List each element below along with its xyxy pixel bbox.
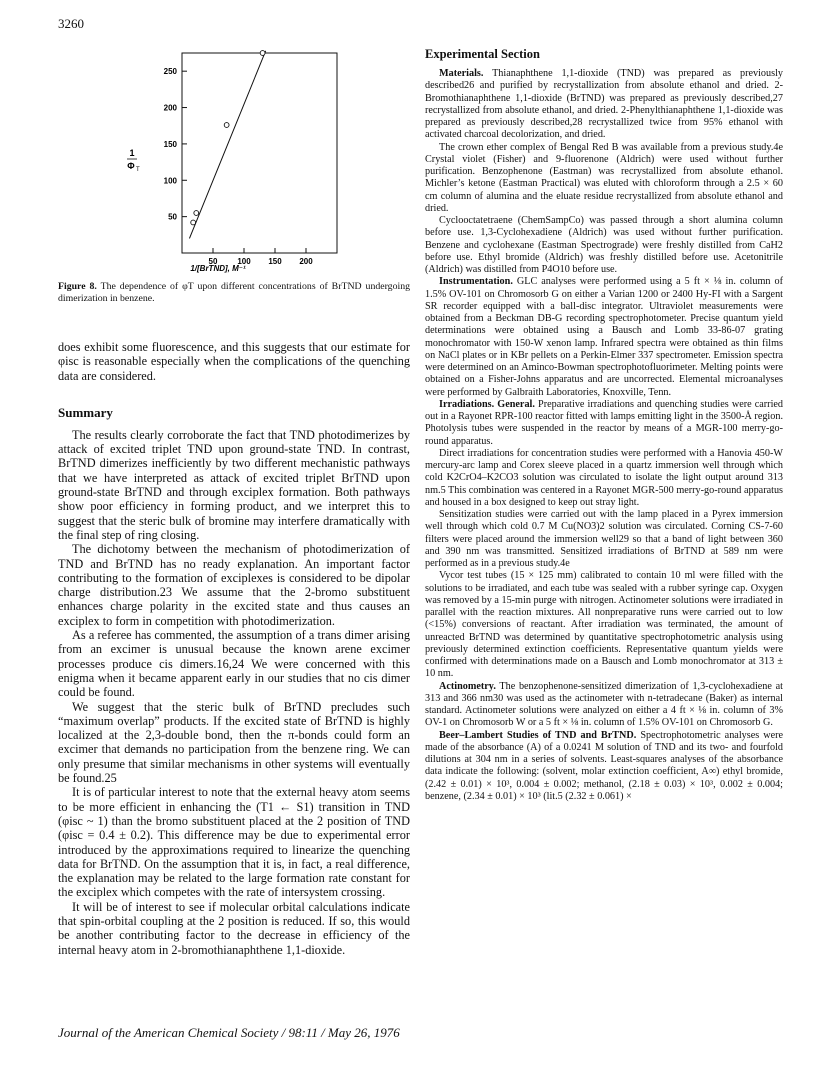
y-label-numerator: 1	[129, 148, 135, 158]
paragraph-text: Direct irradiations for concentration studies were performed with a Hanovia 450-W mercury-arc lamp and Corex sleeve placed in a quartz immersion well through which cold K2CrO4–K2CO3 solution was circulated to isolate the light output around 313 nm.5 This combination was centered in a Rayonet MGR-500 merry-go-round apparatus and housed in a box designed to keep out stray light.	[425, 447, 783, 508]
paragraph-text: The crown ether complex of Bengal Red B was available from a previous study.4e Crystal violet (Fisher) and 9-fluorenone (Aldrich) were used without further purification. Benzophenone (Eastman) was recrystallized from absolute ethanol. Michler’s ketone (Eastman Practical) was eluted with chloroform through a 2.5 × 60 cm column of alumina and the eluate residue recrystallized from absolute ethanol and dried.	[425, 141, 783, 214]
experimental-paragraph	[425, 276, 783, 399]
chart-axes	[182, 53, 337, 253]
data-point	[260, 51, 265, 56]
summary-paragraph: We suggest that the steric bulk of BrTND precludes such “maximum overlap” products. If the excited state of BrTND is highly localized at the 2,3-double bond, then the π-bonds could form an excimer that demands no participation from the benzene ring. We can only presume that similar mechanisms in other systems will eventually be found.25	[58, 699, 410, 786]
page-number: 3260	[58, 16, 84, 31]
x-tick-label: 200	[299, 257, 313, 266]
right-column	[425, 47, 783, 803]
paragraph-text: GLC analyses were performed using a 5 ft × ⅛ in. column of 1.5% OV-101 on Chromosorb G on either a Varian 1200 or 2400 Hy-FI with a Sargent SR recorder equipped with a ball-disc integrator. Ultraviolet measurements were obtained from a Beckman DB-G recording spectrophotometer. Precise quantum yield determinations were obtained using a Bausch and Lomb 33-86-07 grating monochromator with 150-W xenon lamp. Infrared spectra were obtained as thin films on NaCl plates or in KBr pellets on a Perkin-Elmer 337 spectrometer. Emission spectra were determined on an Aminco-Bowman spectrophotofluorimeter. Melting points were obtained on a Fisher-Johns apparatus and are uncorrected. Elemental microanalyses were performed by Galbraith Laboratories, Knoxville, Tenn.	[425, 276, 783, 398]
paragraph-text: Thianaphthene 1,1-dioxide (TND) was prepared as previously described26 and purified by recrystallization from absolute ethanol and dried. 2-Bromothianaphthene 1,1-dioxide (BrTND) was prepared as previously described,27 recrystallized from absolute ethanol, and dried. 2-Phenylthianaphthene 1,1-dioxide was prepared as previously described,28 recrystallized twice from 95% ethanol with activated charcoal decolorization, and dried.	[425, 68, 783, 141]
y-axis-label	[127, 148, 140, 173]
caption-label: Figure 8.	[58, 281, 97, 292]
run-in-heading: Actinometry.	[439, 680, 496, 692]
experimental-heading: Experimental Section	[425, 47, 540, 61]
data-point	[224, 123, 229, 128]
paragraph-text: Vycor test tubes (15 × 125 mm) calibrated to contain 10 ml were filled with the solutions to be irradiated, and each tube was sealed with a rubber syringe cap. Oxygen was removed by a 15-min purge with nitrogen. Actinometer solutions were irradiated in parallel with the reaction mixtures. All nonpreparative runs were carried out to low (<15%) conversions of reactant. After irradiation was terminated, the amount of unreacted BrTND was determined by quantitative spectrophotometric analysis using previously determined extinction coefficients. Representative quantum yields were confirmed with determinations made on a Bausch and Lomb monochromator at 313 ± 10 nm.	[425, 570, 783, 680]
experimental-section	[425, 68, 783, 803]
y-tick-label: 150	[163, 139, 177, 149]
x-tick-label: 100	[237, 257, 251, 266]
experimental-paragraph	[425, 448, 783, 509]
y-tick-label: 200	[163, 103, 177, 113]
y-tick-label: 100	[163, 176, 177, 186]
data-point	[194, 211, 199, 216]
paragraph-text: Sensitization studies were carried out with the lamp placed in a Pyrex immersion well through which cold 0.7 M Cu(NO3)2 solution was circulated. Corning CS-7-60 filters were placed around the immersion well29 so that a band of light between 360 and 390 nm was transmitted. Sensitized irradiations of BrTND at 589 nm were performed as in a previous study.4e	[425, 509, 783, 569]
summary-paragraph: It will be of interest to see if molecular orbital calculations indicate that spin-orbital coupling at the 2 position is reduced. If so, this would be another contributing factor to the decrease in efficiency of the internal heavy atom in 2-bromothianaphthene 1,1-dioxide.	[58, 899, 410, 957]
paragraph-text: Preparative irradiations and quenching studies were carried out in a Rayonet RPR-100 reactor fitted with lamps emitting light in the 3500-Å region. Photolysis tubes were suspended in the reactor by means of a MGR-100 merry-go-round apparatus.	[425, 398, 784, 447]
experimental-paragraph	[425, 215, 783, 276]
experimental-paragraph	[425, 570, 783, 680]
figure-caption	[58, 281, 410, 305]
summary-paragraph: As a referee has commented, the assumption of a trans dimer arising from an excimer is unusual because the known arene excimer processes produce cis dimers.16,24 We were concerned with this enigma when it became apparent early in our studies that no cis dimer could be found.	[58, 628, 410, 700]
y-label-subscript: T	[136, 167, 140, 173]
figure-8-chart	[100, 45, 400, 275]
x-axis-label: 1/[BrTND], M⁻¹	[190, 264, 246, 273]
fit-line	[189, 51, 265, 239]
experimental-paragraph	[425, 68, 783, 142]
experimental-paragraph	[425, 142, 783, 216]
x-tick-label: 50	[208, 257, 218, 266]
paragraph-text: Cyclooctatetraene (ChemSampCo) was passed through a short alumina column before use. 1,3-Cyclohexadiene (Aldrich) was used without further purification. Benzene and cyclohexane (Eastman Spectrograde) were freshly distilled from CaH2 before use. Ethyl bromide (Aldrich) was freshly distilled before use. Acetonitrile (Aldrich) was distilled from P4O10 before use.	[425, 215, 783, 275]
paragraph-text: The benzophenone-sensitized dimerization of 1,3-cyclohexadiene at 313 and 366 nm30 was used as the actinometer with n-tetradecane (Baker) as internal standard. Actinometer solutions were analyzed on either a 4 ft × ⅛ in. column of 3% OV-1 on Chromosorb W or a 5 ft × ⅛ in. column of 1.5% OV-101 on Chromosorb G.	[425, 680, 783, 729]
experimental-paragraph	[425, 509, 783, 570]
paragraph-continued: does exhibit some fluorescence, and this suggests that our estimate for φisc is reasonable especially when the complications of the quenching data are considered.	[58, 340, 410, 383]
plot-frame	[182, 53, 337, 253]
experimental-paragraph	[425, 681, 783, 730]
run-in-heading: Irradiations. General.	[439, 398, 535, 410]
caption-text: The dependence of φT upon different concentrations of BrTND undergoing dimerization in benzene.	[58, 281, 410, 304]
summary-section	[58, 428, 410, 957]
paragraph-text: Spectrophotometric analyses were made of the absorbance (A) of a 0.0241 M solution of TND and its two- and fourfold dilutions at 304 nm in a series of solvents. Least-squares analyses of the absorbance data indicate the following: (solvent, molar extinction coefficient, A∞) ethyl bromide, (2.42 ± 0.01) × 10³, 0.004 ± 0.002; methanol, (2.18 ± 0.03) × 10³, 0.002 ± 0.004; benzene, (2.34 ± 0.01) × 10³ (lit.5 (2.32 ± 0.061) ×	[425, 729, 783, 802]
experimental-paragraph	[425, 399, 783, 448]
run-in-heading: Instrumentation.	[439, 276, 513, 288]
y-tick-label: 50	[168, 212, 177, 222]
x-tick-label: 150	[268, 257, 282, 266]
summary-paragraph: The results clearly corroborate the fact that TND photodimerizes by attack of excited triplet TND upon ground-state TND. In contrast, BrTND dimerizes inefficiently by two different mechanistic pathways that we have interpreted as attack of excited triplet BrTND upon ground-state BrTND and through exciplex formation. Both pathways show poor efficiency in forming product, and we interpret this to suggest that the steric bulk of bromine may interfere dramatically with the final step of ring closing.	[58, 427, 410, 542]
left-column	[58, 340, 410, 957]
summary-paragraph: It is of particular interest to note that the external heavy atom seems to be more efficient in enhancing the (T1 ← S1) transition in TND (φisc ~ 1) than the bromo substituent placed at the 2 position of TND (φisc = 0.4 ± 0.2). This difference may be due to experimental error introduced by the approximations required to linearize the quenching data for BrTND. On the assumption that it is, in fact, a real difference, the explanation may be related to the large formation rate constant for the exciplex which competes with the rate of intersystem crossing.	[58, 785, 410, 900]
y-label-denominator: Φ	[127, 161, 135, 171]
summary-heading: Summary	[58, 404, 113, 420]
summary-paragraph: The dichotomy between the mechanism of photodimerization of TND and BrTND has no ready explanation. An important factor contributing to the formation of exciplexes is considered to be dipolar charge distribution.23 We assume that the 2-bromo substituent enhances charge polarity in the excited state and thus causes an exciplex to form in competition with photodimerization.	[58, 542, 410, 628]
run-in-heading: Materials.	[439, 68, 484, 79]
y-tick-label: 250	[163, 67, 177, 77]
experimental-paragraph	[425, 730, 783, 804]
data-point	[191, 220, 196, 225]
run-in-heading: Beer–Lambert Studies of TND and BrTND.	[439, 729, 637, 741]
journal-footer: Journal of the American Chemical Society / 98:11 / May 26, 1976	[58, 1025, 400, 1040]
